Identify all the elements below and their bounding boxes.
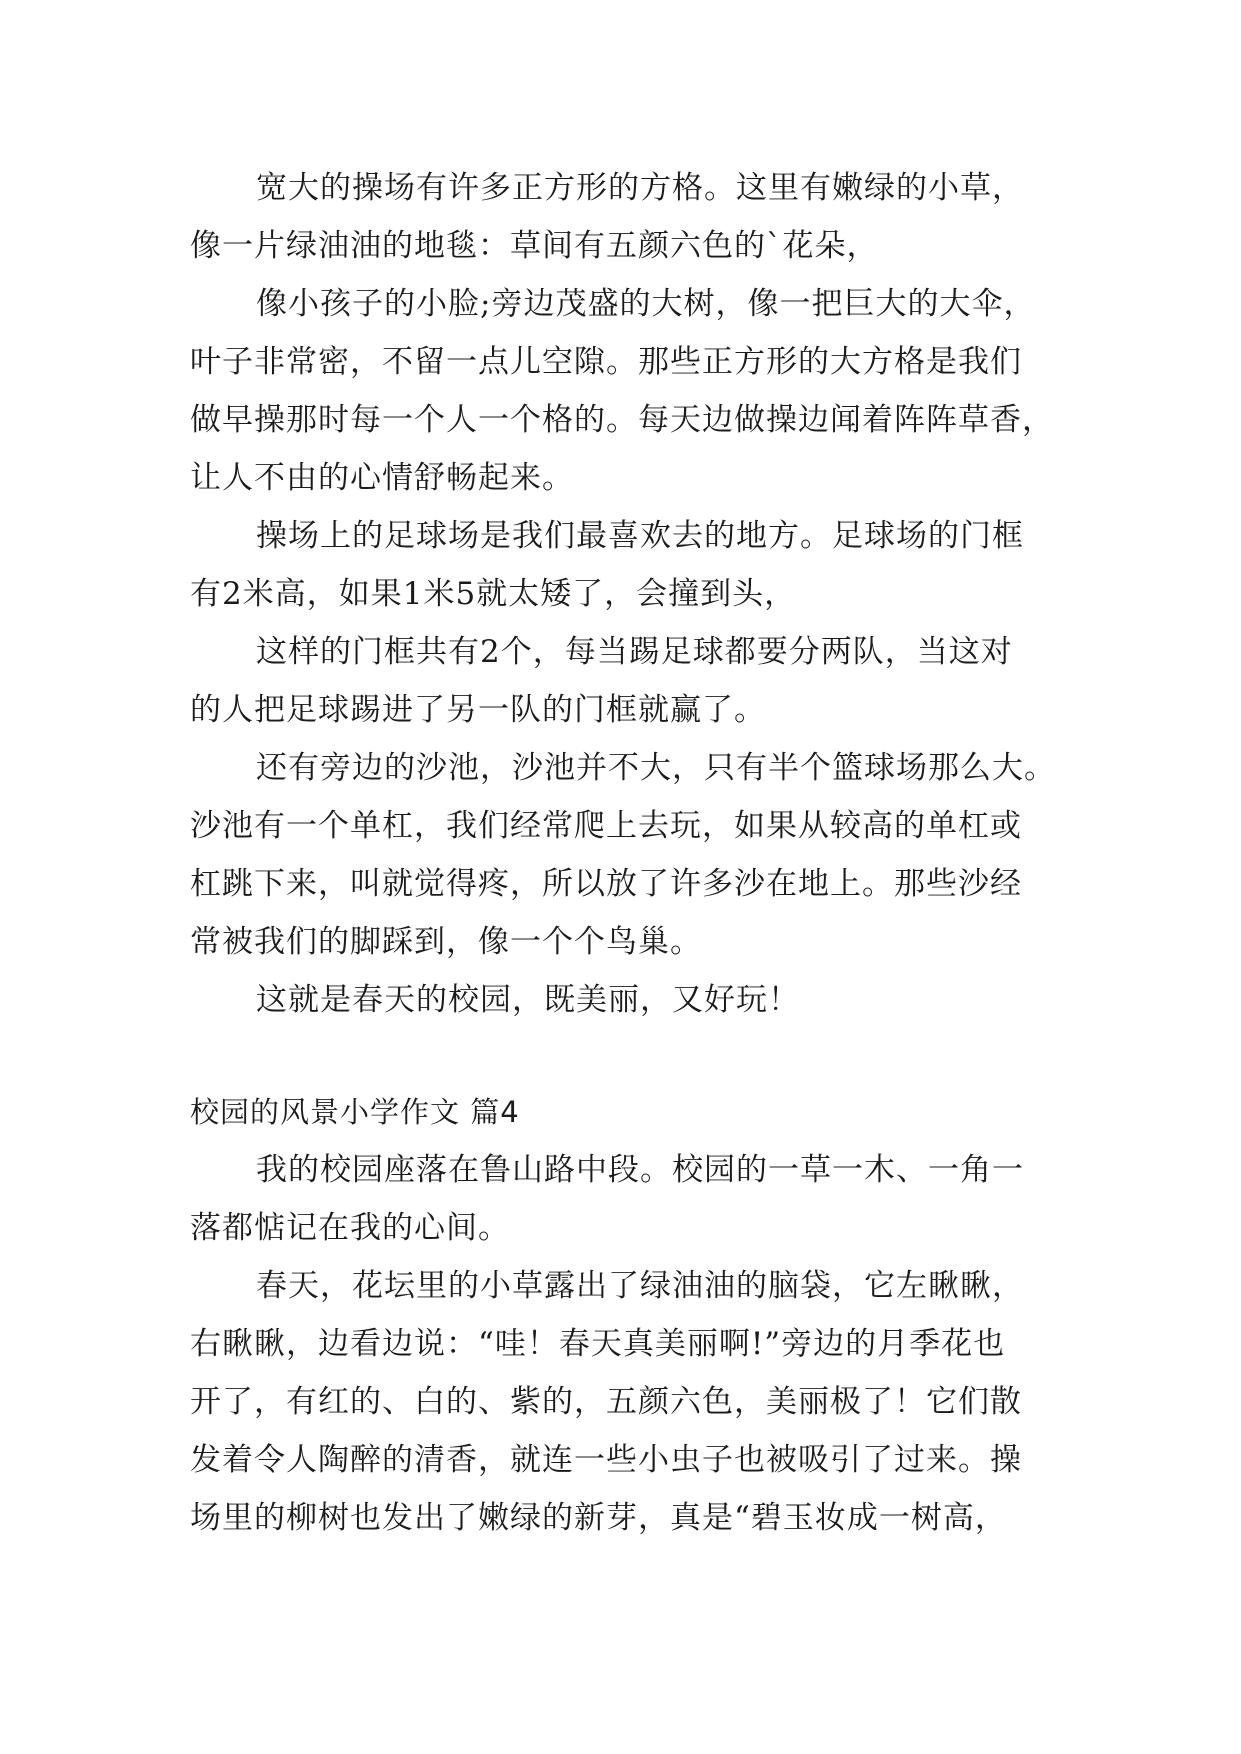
paragraph-line: 的人把足球踢进了另一队的门框就赢了。 xyxy=(190,692,766,728)
paragraph-line: 还有旁边的沙池，沙池并不大，只有半个篮球场那么大。 xyxy=(256,750,1056,786)
section-heading: 校园的风景小学作文 篇4 xyxy=(190,1095,520,1129)
paragraph-line: 场里的柳树也发出了嫩绿的新芽，真是“碧玉妆成一树高， xyxy=(190,1500,1007,1536)
paragraph-line: 右瞅瞅，边看边说：“哇！春天真美丽啊!”旁边的月季花也 xyxy=(190,1326,1006,1362)
paragraph-line: 这样的门框共有2个，每当踢足球都要分两队，当这对 xyxy=(256,634,1013,670)
paragraph-line: 沙池有一个单杠，我们经常爬上去玩，如果从较高的单杠或 xyxy=(190,808,1022,844)
paragraph-line: 开了，有红的、白的、紫的，五颜六色，美丽极了！它们散 xyxy=(190,1384,1022,1420)
paragraph-line: 发着令人陶醉的清香，就连一些小虫子也被吸引了过来。操 xyxy=(190,1442,1022,1478)
paragraph-line: 杠跳下来，叫就觉得疼，所以放了许多沙在地上。那些沙经 xyxy=(190,866,1022,902)
paragraph-line: 叶子非常密，不留一点儿空隙。那些正方形的大方格是我们 xyxy=(190,344,1022,380)
paragraph-line: 让人不由的心情舒畅起来。 xyxy=(190,460,574,496)
paragraph-line: 像一片绿油油的地毯：草间有五颜六色的`花朵， xyxy=(190,228,879,264)
paragraph-line: 这就是春天的校园，既美丽，又好玩！ xyxy=(256,982,800,1018)
paragraph-line: 做早操那时每一个人一个格的。每天边做操边闻着阵阵草香， xyxy=(190,402,1054,438)
paragraph-line: 常被我们的脚踩到，像一个个鸟巢。 xyxy=(190,924,702,960)
paragraph-line: 有2米高，如果1米5就太矮了，会撞到头， xyxy=(190,576,797,612)
paragraph-line: 操场上的足球场是我们最喜欢去的地方。足球场的门框 xyxy=(256,518,1024,554)
paragraph-line: 像小孩子的小脸;旁边茂盛的大树，像一把巨大的大伞， xyxy=(256,286,1036,322)
paragraph-line: 春天，花坛里的小草露出了绿油油的脑袋，它左瞅瞅， xyxy=(256,1268,1024,1304)
paragraph-line: 我的校园座落在鲁山路中段。校园的一草一木、一角一 xyxy=(256,1152,1024,1188)
paragraph-line: 宽大的操场有许多正方形的方格。这里有嫩绿的小草， xyxy=(256,170,1024,206)
paragraph-line: 落都惦记在我的心间。 xyxy=(190,1210,510,1246)
